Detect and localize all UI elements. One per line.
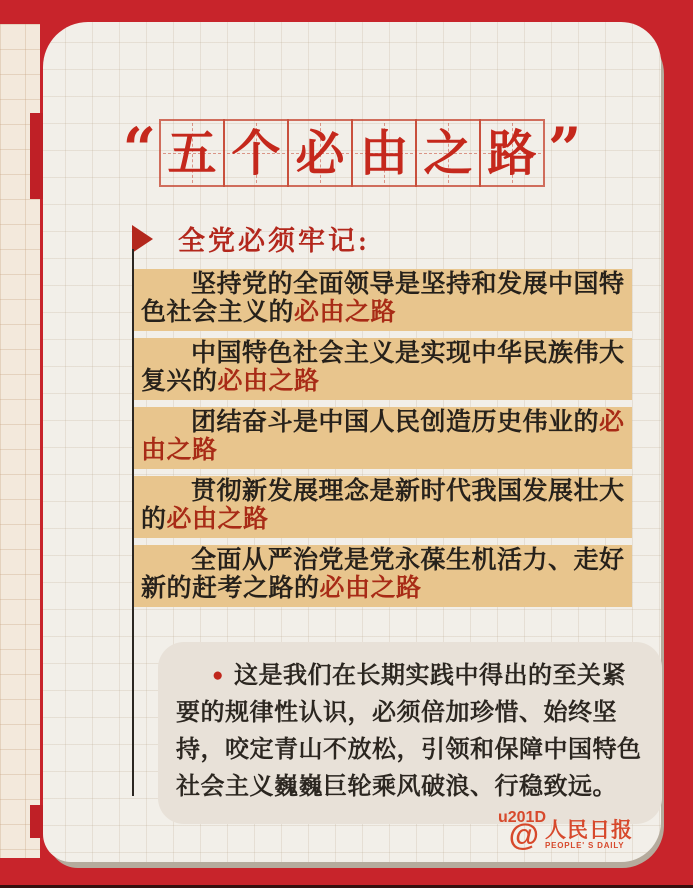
title-char: 个 xyxy=(231,125,281,181)
close-quote-mark: ” xyxy=(548,115,582,183)
path-emphasis: 必由之路 xyxy=(141,409,625,464)
title-char: 五 xyxy=(167,125,217,181)
path-emphasis: 必由之路 xyxy=(217,368,320,395)
title-char: 之 xyxy=(423,125,473,181)
bullet-icon: ● xyxy=(212,665,224,686)
title-char-box xyxy=(415,119,481,187)
path-emphasis: 必由之路 xyxy=(319,575,422,602)
title-char-box xyxy=(159,119,225,187)
title-char-box xyxy=(287,119,353,187)
peoples-daily-logo xyxy=(508,816,633,852)
at-megaphone-icon: @ u201D xyxy=(509,819,539,850)
logo-name-en: PEOPLE' S DAILY xyxy=(545,841,625,850)
logo-name-cn: 人民日报 xyxy=(545,817,633,842)
path-text: 全面从严治党是党永葆生机活力、走好新的赶考之路的 xyxy=(141,547,625,602)
left-bookmark-tab-bottom xyxy=(30,805,43,838)
open-quote-mark: “ xyxy=(122,115,156,183)
list-item xyxy=(134,269,632,331)
list-item xyxy=(134,476,632,538)
title-char: 路 xyxy=(487,125,537,181)
path-text: 坚持党的全面领导是坚持和发展中国特色社会主义的 xyxy=(141,271,625,326)
logo-text xyxy=(545,819,633,850)
note-body: 这是我们在长期实践中得出的至关紧要的规律性认识，必须倍加珍惜、始终坚持，咬定青山不放松，引领和保障中国特色社会主义巍巍巨轮乘风破浪、行稳致远。 xyxy=(176,663,642,800)
path-emphasis: 必由之路 xyxy=(294,299,397,326)
title-char-box xyxy=(351,119,417,187)
subheader-label: 全党必须牢记: xyxy=(178,226,370,256)
path-text: 团结奋斗是中国人民创造历史伟业的 xyxy=(191,409,600,436)
path-text: 贯彻新发展理念是新时代我国发展壮大的 xyxy=(141,478,625,533)
page-title xyxy=(43,115,661,187)
list-item xyxy=(134,407,632,469)
title-char: 由 xyxy=(359,125,409,181)
title-character-grid xyxy=(159,119,545,187)
main-card xyxy=(43,22,661,862)
paths-list xyxy=(134,269,632,607)
list-item xyxy=(134,338,632,400)
note-box xyxy=(158,642,662,824)
title-char: 必 xyxy=(295,125,345,181)
title-char-box xyxy=(479,119,545,187)
list-item xyxy=(134,545,632,607)
title-char-box xyxy=(223,119,289,187)
triangle-marker-icon xyxy=(132,225,153,253)
subheader xyxy=(132,219,370,258)
path-emphasis: 必由之路 xyxy=(166,506,269,533)
note-text xyxy=(176,657,646,806)
path-text: 中国特色社会主义是实现中华民族伟大复兴的 xyxy=(141,340,625,395)
left-bookmark-tab-top xyxy=(30,113,43,199)
